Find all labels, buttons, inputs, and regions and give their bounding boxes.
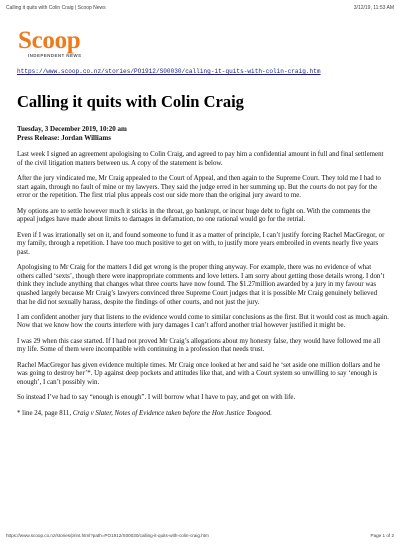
footnote-prefix: * line 24, page 811, bbox=[17, 409, 73, 417]
article-body bbox=[17, 151, 389, 425]
paragraph: My options are to settle however much it sticks in the throat, go bankrupt, or incur huge debt to fight on. With the comments the appeal judges have made about limits to damages in defamation, no one rational would go for the retrial. bbox=[17, 207, 371, 224]
page-title-header: Calling it quits with Colin Craig | Scoop News bbox=[6, 5, 106, 11]
print-footer bbox=[6, 533, 394, 541]
article-url-link[interactable]: https://www.scoop.co.nz/stories/PO1912/S00030/calling-it-quits-with-colin-craig.htm bbox=[17, 68, 321, 75]
page-number: Page 1 of 2 bbox=[370, 533, 394, 538]
paragraph: Even if I was irrationally set on it, and found someone to fund it as a matter of principle, I can’t justify forcing Rachel MacGregor, or my family, through a repetition. I have too much positive to get on with, to justify more years embroiled in events nearly five years past. bbox=[17, 231, 385, 256]
paragraph: I was 29 when this case started. If I had not proved Mr Craig’s allegations about my honesty false, they would have followed me all my life. Some of them were incompatible with continuing in a profession that needs trust. bbox=[17, 337, 381, 354]
article-byline: Press Release: Jordan Williams bbox=[17, 134, 111, 142]
paragraph: Rachel MacGregor has given evidence multiple times. Mr Craig once looked at her and said he ‘set aside one million dollars and he was going to destroy her’*. Up against deep pockets and attitudes like that, and with a Court system so unwilling to say ‘enough is enough’, I can’t possibly win. bbox=[17, 361, 381, 387]
footnote bbox=[17, 410, 389, 419]
article-title: Calling it quits with Colin Craig bbox=[17, 92, 244, 111]
scoop-logo[interactable] bbox=[18, 28, 108, 68]
article-date: Tuesday, 3 December 2019, 10:20 am bbox=[17, 125, 127, 133]
paragraph: Apologising to Mr Craig for the matters I did get wrong is the proper thing anyway. For example, there was no evidence of what others called ‘sexts’, though there were inappropriate comments and love letters. I am sorry about getting those details wrong. I don’t think they include anything that changes what three courts have now found. The $1.27million awarded by a jury in my favour was quashed largely because Mr Craig’s lawyers convinced three Supreme Court judges that it is possible Mr Craig genuinely believed that he did not sexually harass, despite the findings of other courts, and not just the jury. bbox=[17, 264, 385, 306]
logo-wordmark: Scoop bbox=[18, 27, 81, 54]
article-meta bbox=[17, 125, 127, 143]
paragraph: So instead I’ve had to say “enough is enough”. I will borrow what I have to pay, and get on with life. bbox=[17, 394, 296, 402]
paragraph: Last week I signed an agreement apologising to Colin Craig, and agreed to pay him a confidential amount in full and final settlement of the civil litigation matters between us. A copy of the statement is below. bbox=[17, 151, 384, 167]
footnote-citation: Craig v Slater, Notes of Evidence taken before the Hon Justice Toogood. bbox=[72, 409, 272, 417]
print-url: https://www.scoop.co.nz/stories/print.html?path=PO1912/S00030/calling-it-quits-with-colin-craig.htm bbox=[6, 533, 209, 538]
logo-tagline: INDEPENDENT NEWS bbox=[28, 53, 82, 58]
paragraph: After the jury vindicated me, Mr Craig appealed to the Court of Appeal, and then again to the Supreme Court. They told me I had to start again, through no fault of mine or my lawyers. They said the judge erred in her summing up. But the courts do not pay for the error or the repetition. The first trial plus appeals cost our side more than the original jury award to me. bbox=[17, 174, 381, 200]
print-header bbox=[6, 5, 394, 15]
paragraph: I am confident another jury that listens to the evidence would come to similar conclusions as the first. But it would cost as much again. Now that we know how the courts interfere with jury damages I can’t afford another trial however justified it might be. bbox=[17, 313, 390, 330]
print-datetime: 3/12/19, 11:53 AM bbox=[353, 5, 394, 11]
